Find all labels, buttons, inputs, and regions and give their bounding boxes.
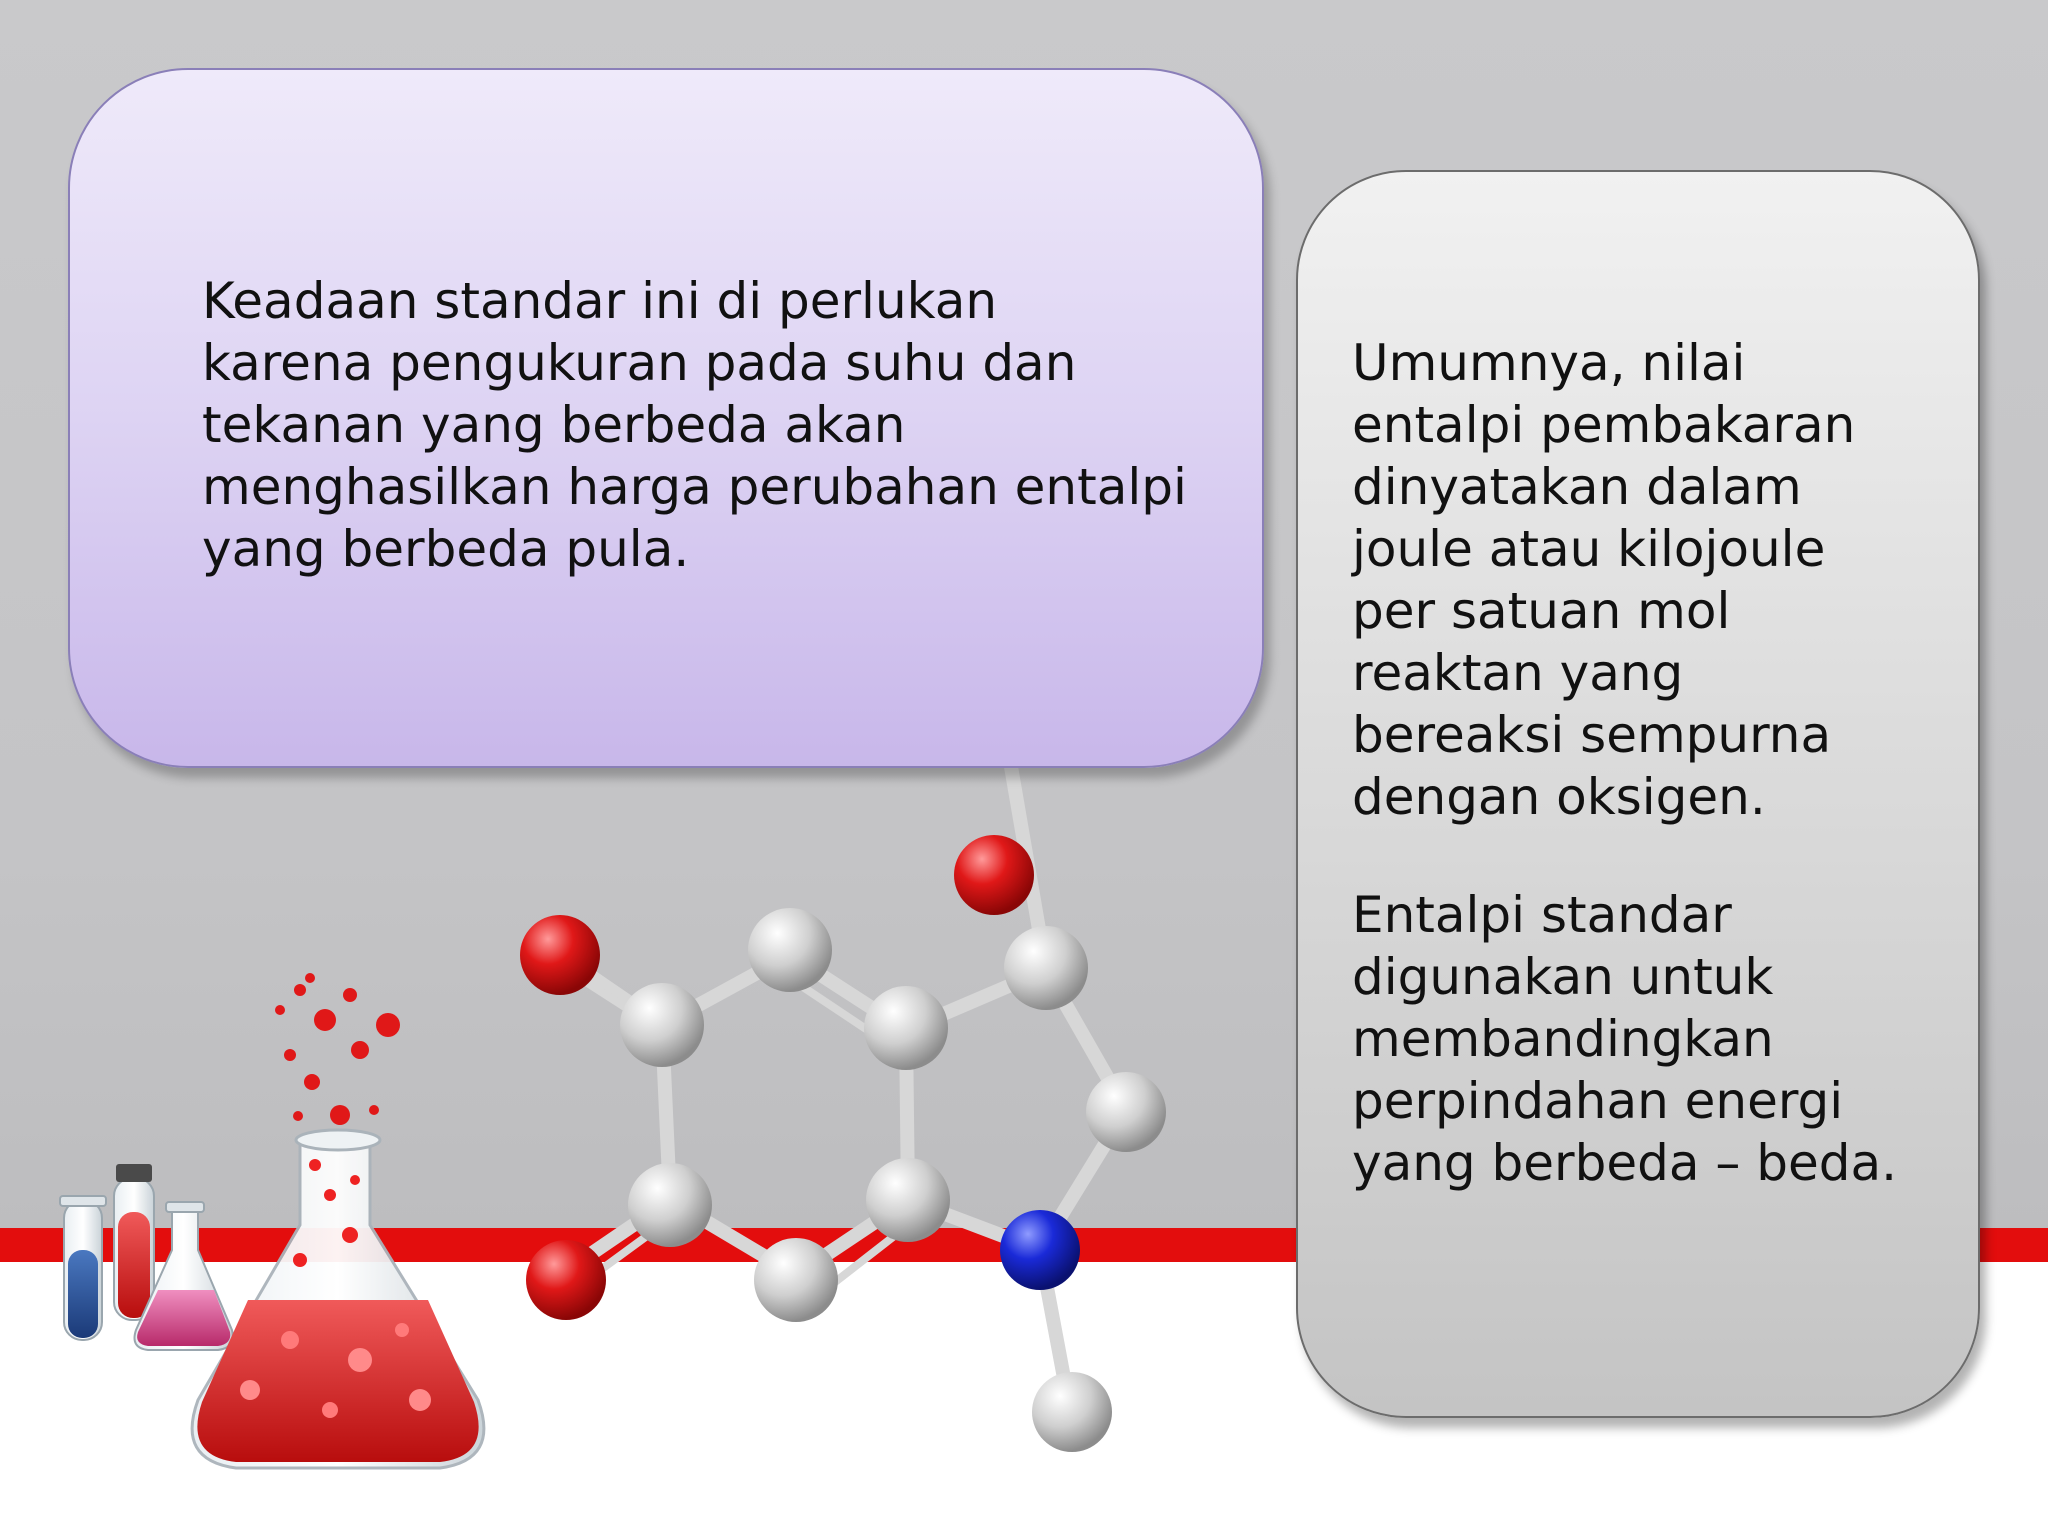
carbon-atom (1086, 1072, 1166, 1152)
left-card-text: Keadaan standar ini di perlukan karena pengukuran pada suhu dan tekanan yang berbeda akan menghasilkan harga perubahan entalpi yang berbeda pula. (202, 272, 1187, 578)
right-card-paragraph-1: Umumnya, nilai entalpi pembakaran dinyatakan dalam joule atau kilojoule per satuan mol reaktan yang bereaksi sempurna dengan oksigen. (1352, 334, 1856, 826)
test-tube-red-icon (114, 1164, 154, 1320)
info-card-left (68, 68, 1264, 768)
flask-test-tubes-icon (60, 973, 484, 1468)
oxygen-atom (520, 915, 600, 995)
carbon-atom (754, 1238, 838, 1322)
test-tube-blue-icon (60, 1196, 106, 1340)
erlenmeyer-flask-icon (192, 1130, 484, 1468)
carbon-atom (620, 983, 704, 1067)
right-card-paragraph-2: Entalpi standar digunakan untuk membandingkan perpindahan energi yang berbeda – beda. (1352, 886, 1898, 1192)
molecule-model-icon (520, 668, 1166, 1452)
carbon-atom (748, 908, 832, 992)
carbon-atom (866, 1158, 950, 1242)
bubbles-icon (275, 973, 400, 1125)
carbon-atom (1004, 926, 1088, 1010)
info-card-right (1296, 170, 1980, 1418)
nitrogen-atom (1000, 1210, 1080, 1290)
carbon-atom (628, 1163, 712, 1247)
oxygen-atom (954, 835, 1034, 915)
carbon-atom (864, 986, 948, 1070)
oxygen-atom (526, 1240, 606, 1320)
carbon-atom (1032, 1372, 1112, 1452)
